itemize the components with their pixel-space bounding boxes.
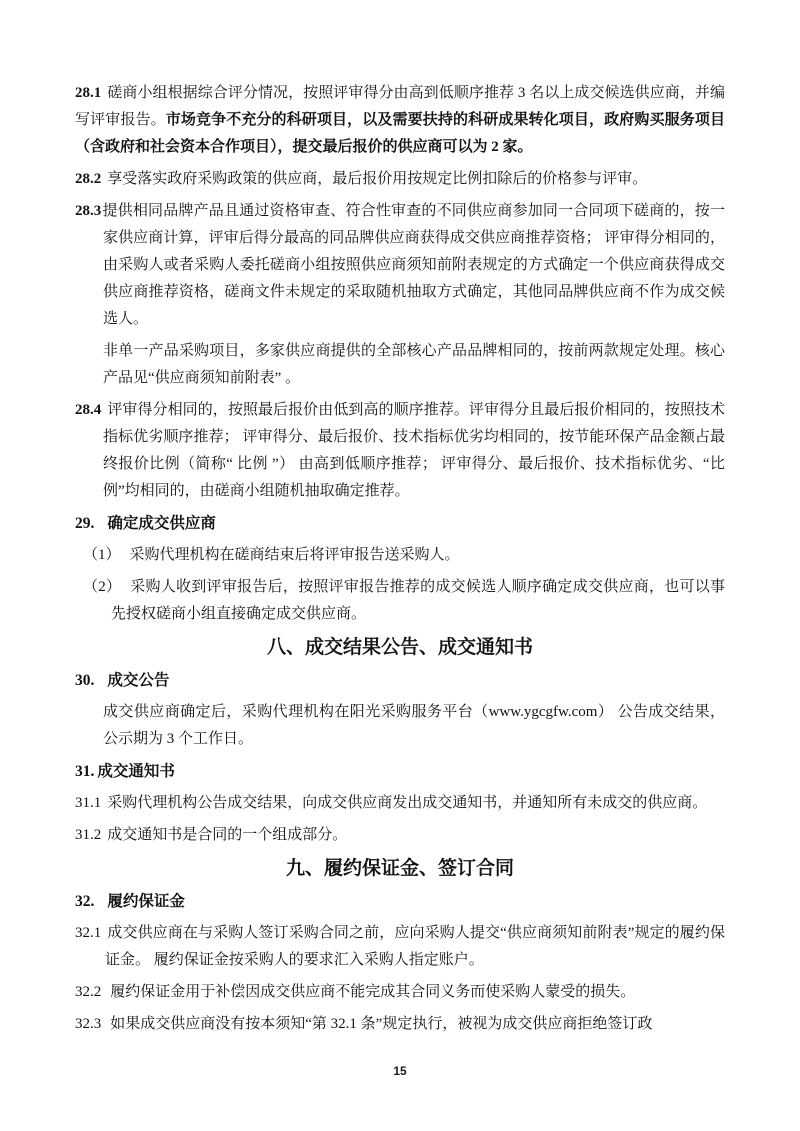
heading-31-title: 成交通知书 [97, 763, 175, 780]
clause-32-3-text: 如果成交供应商没有按本须知“第 32.1 条”规定执行，被视为成交供应商拒绝签订政 [110, 1016, 653, 1032]
clause-28-4-number: 28.4 [75, 402, 102, 418]
clause-32-2-text: 履约保证金用于补偿因成交供应商不能完成其合同义务而使采购人蒙受的损失。 [110, 984, 636, 1000]
clause-32-3-number: 32.3 [75, 1016, 102, 1032]
clause-28-1-number: 28.1 [75, 85, 102, 101]
clause-28-4 [75, 397, 725, 505]
heading-30-title: 成交公告 [107, 672, 170, 689]
item-29-1-text: 采购代理机构在磋商结束后将评审报告送采购人。 [129, 547, 460, 563]
item-29-2 [83, 574, 725, 628]
item-29-2-text: 采购人收到评审报告后，按照评审报告推荐的成交候选人顺序确定成交供应商，也可以事先授权磋商小组直接确定成交供应商。 [111, 579, 725, 622]
clause-28-3-text: 提供相同品牌产品且通过资格审查、符合性审查的不同供应商参加同一合同项下磋商的，按一家供应商计算，评审后得分最高的同品牌供应商获得成交供应商推荐资格； 评审得分相同的，由采购人或者采购人委托磋商小组按照供应商须知前附表规定的方式确定一个供应商获得成交供应商推荐资格，磋商文件未规定的采取随机抽取方式确定，其他同品牌供应商不作为成交候选人。 [102, 203, 725, 327]
heading-29-title: 确定成交供应商 [107, 515, 216, 532]
para-30-text: 成交供应商确定后，采购代理机构在阳光采购服务平台（www.ygcgfw.com） 公告成交结果，公示期为 3 个工作日。 [103, 704, 725, 747]
clause-31-2-text: 成交通知书是合同的一个组成部分。 [107, 827, 348, 843]
clause-31-2 [75, 822, 725, 849]
heading-32-number: 32. [75, 893, 95, 910]
clause-31-1-text: 采购代理机构公告成交结果，向成交供应商发出成交通知书，并通知所有未成交的供应商。 [107, 795, 708, 811]
clause-28-1 [75, 80, 725, 161]
heading-29 [75, 510, 725, 537]
clause-28-3-para2-text: 非单一产品采购项目，多家供应商提供的全部核心产品品牌相同的，按前两款规定处理。核心产品见“供应商须知前附表” 。 [103, 343, 725, 386]
heading-30 [75, 667, 725, 694]
clause-32-2-number: 32.2 [75, 984, 102, 1000]
clause-32-2 [75, 979, 725, 1006]
heading-29-number: 29. [75, 515, 95, 532]
clause-28-1-text: 磋商小组根据综合评分情况，按照评审得分由高到低顺序推荐 3 名以上成交候选供应商，并编写评审报告。 [75, 85, 725, 128]
heading-32 [75, 888, 725, 915]
clause-28-1-bold-text: 市场竞争不充分的科研项目，以及需要扶持的科研成果转化项目，政府购买服务项目（含政府和社会资本合作项目），提交最后报价的供应商可以为 2 家。 [75, 112, 725, 155]
clause-32-1-text: 成交供应商在与采购人签订采购合同之前，应向采购人提交“供应商须知前附表”规定的履约保证金。 履约保证金按采购人的要求汇入采购人指定账户。 [105, 925, 725, 968]
heading-31 [75, 758, 725, 785]
item-29-1 [83, 542, 725, 569]
heading-30-number: 30. [75, 672, 95, 689]
clause-31-1-number: 31.1 [75, 795, 102, 811]
document-content [75, 80, 725, 1043]
heading-31-number: 31. [75, 763, 95, 780]
clause-28-2 [75, 166, 725, 193]
clause-32-3 [75, 1011, 725, 1038]
item-29-1-number: （1） [83, 547, 121, 563]
clause-28-2-number: 28.2 [75, 171, 102, 187]
clause-32-1-number: 32.1 [75, 925, 102, 941]
page-number: 15 [393, 1064, 407, 1078]
clause-31-2-number: 31.2 [75, 827, 102, 843]
clause-28-3-number: 28.3 [75, 203, 102, 219]
item-29-2-number: （2） [83, 579, 122, 595]
clause-28-4-text: 评审得分相同的，按照最后报价由低到高的顺序推荐。评审得分且最后报价相同的，按照技术指标优劣顺序推荐； 评审得分、最后报价、技术指标优劣均相同的，按节能环保产品金额占最终报价比例（简称“ 比例 ”） 由高到低顺序推荐； 评审得分、最后报价、技术指标优劣、“比例”均相同的，由磋商小组随机抽取确定推荐。 [103, 402, 725, 499]
clause-28-3-para2 [75, 338, 725, 392]
heading-32-title: 履约保证金 [107, 893, 185, 910]
clause-28-2-text: 享受落实政府采购政策的供应商，最后报价用按规定比例扣除后的价格参与评审。 [107, 171, 648, 187]
clause-32-1 [75, 920, 725, 974]
clause-31-1 [75, 790, 725, 817]
chapter-9-heading: 九、履约保证金、签订合同 [285, 858, 514, 879]
clause-28-3 [75, 198, 725, 333]
chapter-8-heading: 八、成交结果公告、成交通知书 [266, 637, 533, 658]
para-30 [75, 699, 725, 753]
